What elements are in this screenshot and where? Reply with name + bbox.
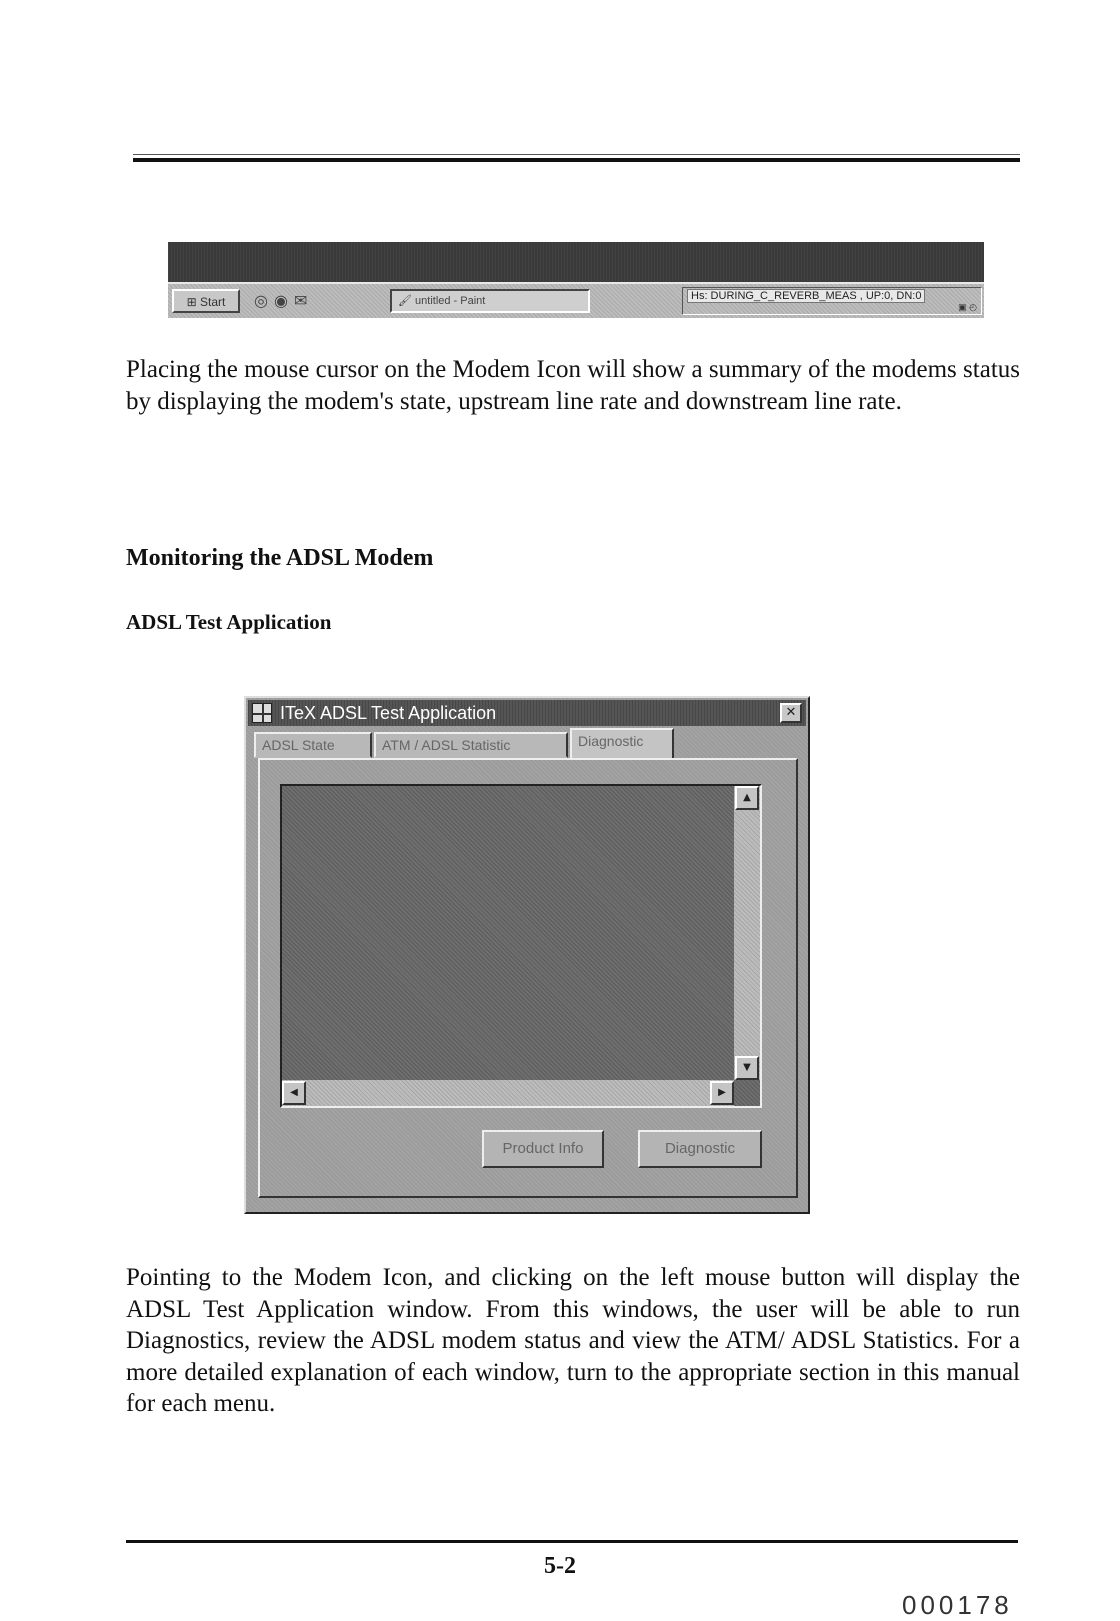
- close-icon: ✕: [785, 705, 797, 720]
- tab-label: Diagnostic: [578, 733, 644, 749]
- tab-diagnostic[interactable]: [570, 728, 674, 760]
- button-label: Product Info: [502, 1140, 584, 1157]
- outlook-icon[interactable]: ✉: [293, 291, 314, 310]
- scroll-down-icon[interactable]: ▼: [735, 1056, 759, 1080]
- start-button[interactable]: [172, 289, 240, 313]
- tab-atm-adsl-statistic[interactable]: [374, 732, 568, 758]
- start-label: Start: [200, 295, 226, 309]
- scroll-left-icon[interactable]: ◀: [282, 1081, 306, 1105]
- tab-label: ATM / ADSL Statistic: [382, 737, 511, 753]
- header-rule: [133, 158, 1020, 162]
- section-heading: Monitoring the ADSL Modem: [126, 545, 434, 571]
- bates-number: 000178: [902, 1590, 1013, 1620]
- taskbar-screenshot: [168, 242, 984, 318]
- explorer-icon[interactable]: ◎: [254, 291, 274, 310]
- paint-icon: 🖌: [398, 295, 416, 307]
- scroll-right-icon[interactable]: ▶: [710, 1081, 734, 1105]
- windows-logo-icon: ⊞: [186, 295, 201, 309]
- adsl-test-application-window: [244, 696, 810, 1214]
- window-titlebar[interactable]: [248, 700, 806, 726]
- scroll-up-icon[interactable]: ▲: [735, 786, 759, 810]
- tab-adsl-state[interactable]: [254, 732, 372, 758]
- product-info-button[interactable]: [482, 1130, 604, 1168]
- intro-paragraph: Placing the mouse cursor on the Modem Icon will show a summary of the modems status by displaying the modem's state, upstream line rate and downstream line rate.: [126, 356, 1020, 415]
- taskbar-button-paint[interactable]: [390, 289, 590, 313]
- body-paragraph: Pointing to the Modem Icon, and clicking on the left mouse button will display the ADSL Test Application window. From this windows, the user will be able to run Diagnostics, review the ADSL modem status and view the ATM/ ADSL Statistics. For a more detailed explanation of each window, turn to the appropriate section in this manual for each menu.: [126, 1264, 1020, 1417]
- window-title: ITeX ADSL Test Application: [280, 703, 497, 723]
- page-number: 5-2: [544, 1553, 576, 1579]
- browser-icon[interactable]: ◉: [273, 291, 294, 310]
- diagnostic-button[interactable]: [638, 1130, 762, 1168]
- diagnostic-output-textarea[interactable]: [280, 784, 762, 1108]
- system-tray: [682, 287, 982, 315]
- horizontal-scrollbar[interactable]: [282, 1080, 734, 1106]
- app-icon: [252, 703, 272, 723]
- footer-rule: [126, 1540, 1018, 1543]
- header-rule-thin: [133, 154, 1020, 155]
- taskbar: [168, 282, 984, 318]
- task-button-label: untitled - Paint: [415, 295, 486, 307]
- close-button[interactable]: [780, 703, 802, 723]
- tab-label: ADSL State: [262, 737, 335, 753]
- button-label: Diagnostic: [664, 1140, 736, 1157]
- subsection-heading: ADSL Test Application: [126, 610, 332, 634]
- quick-launch-bar: [254, 291, 313, 310]
- modem-status-tooltip: Hs: DURING_C_REVERB_MEAS , UP:0, DN:0: [687, 289, 925, 303]
- vertical-scrollbar[interactable]: [734, 786, 760, 1080]
- modem-icon[interactable]: ▣ ◴: [958, 302, 977, 312]
